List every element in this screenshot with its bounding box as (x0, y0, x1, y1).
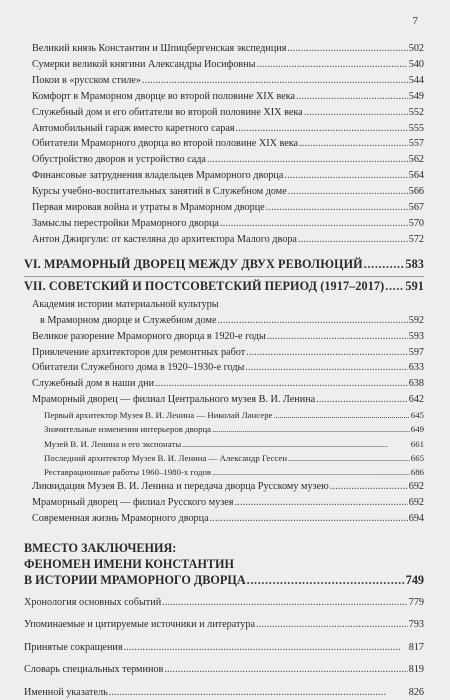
toc-entry[interactable] (24, 152, 424, 168)
entry-title-line1: Академия истории материальной культуры (32, 298, 219, 310)
leader-dots (234, 495, 407, 511)
entry-title: Комфорт в Мраморном дворце во второй половине XIX века (32, 90, 296, 102)
leader-dots (124, 640, 408, 656)
part-page: 591 (405, 278, 424, 293)
entry-page: 638 (408, 378, 424, 390)
entry-page: 686 (410, 466, 424, 477)
entry-page: 645 (410, 410, 424, 421)
entry-page: 661 (410, 438, 424, 449)
leader-dots (266, 200, 408, 216)
entry-page: 692 (408, 481, 424, 493)
closing-title-line1: ВМЕСТО ЗАКЛЮЧЕНИЯ: (24, 540, 177, 555)
entry-page: 633 (408, 362, 424, 374)
closing-title-line2: ФЕНОМЕН ИМЕНИ КОНСТАНТИН (24, 556, 235, 571)
leader-dots (299, 136, 408, 152)
toc-part[interactable] (24, 256, 424, 273)
entry-title: Мраморный дворец — филиал Центрального музея В. И. Ленина (32, 394, 316, 406)
leader-dots (210, 511, 408, 527)
entry-page: 793 (408, 619, 424, 631)
spacer (24, 610, 424, 617)
toc-entry[interactable] (24, 640, 424, 656)
entry-title: Реставрационные работы 1960–1980-х годов (44, 466, 212, 477)
toc-subsection (24, 408, 424, 479)
leader-dots (236, 121, 408, 137)
entry-page: 567 (408, 202, 424, 214)
toc-entry[interactable] (24, 495, 424, 511)
toc-part[interactable] (24, 278, 424, 295)
leader-dots (287, 41, 407, 57)
leader-dots (298, 232, 408, 248)
entry-title: Последний архитектор Музея В. И. Ленина — Александр Гессен (44, 452, 288, 463)
entry-title: Финансовые затруднения владельцев Мраморного дворца (32, 170, 284, 182)
back-matter (24, 595, 424, 700)
toc-entry[interactable] (24, 437, 424, 451)
leader-dots (212, 422, 410, 436)
leader-dots (267, 329, 408, 345)
entry-page: 597 (408, 346, 424, 358)
leader-dots (245, 360, 407, 376)
entry-title: Значительные изменения интерьеров дворца (44, 424, 212, 435)
leader-dots (246, 345, 408, 361)
leader-dots (109, 685, 408, 700)
leader-dots (155, 376, 408, 392)
entry-title: Курсы учебно-воспитательных занятий в Служебном доме (32, 186, 287, 198)
toc-entry[interactable] (24, 617, 424, 633)
entry-page: 549 (408, 90, 424, 102)
toc-entry[interactable] (24, 57, 424, 73)
entry-title: Сумерки великой княгини Александры Иосифовны (32, 58, 256, 70)
divider (24, 276, 424, 277)
entry-title: Принятые сокращения (24, 641, 123, 653)
closing-page: 749 (405, 572, 424, 587)
toc-entry[interactable] (24, 376, 424, 392)
entry-page: 562 (408, 154, 424, 166)
entry-page: 566 (408, 186, 424, 198)
toc-entry[interactable] (24, 595, 424, 611)
toc-entry[interactable] (24, 451, 424, 465)
toc-entry[interactable] (24, 392, 424, 408)
entry-page: 572 (408, 233, 424, 245)
entry-page: 593 (408, 330, 424, 342)
page-number: 7 (412, 15, 418, 27)
entry-page: 502 (408, 43, 424, 54)
leader-dots (256, 57, 407, 73)
spacer (24, 633, 424, 640)
leader-dots (330, 479, 408, 495)
leader-dots (316, 392, 408, 408)
leader-dots (288, 184, 408, 200)
toc-entry[interactable] (24, 511, 424, 527)
closing-title-line3: В ИСТОРИИ МРАМОРНОГО ДВОРЦА (24, 572, 246, 587)
entry-page: 817 (408, 641, 424, 653)
spacer (24, 655, 424, 662)
toc-entry[interactable] (24, 422, 424, 436)
leader-dots (207, 152, 408, 168)
toc-entry[interactable] (24, 465, 424, 479)
leader-dots (385, 278, 404, 295)
entry-title: Покои в «русском стиле» (32, 74, 141, 86)
entry-title: Замыслы перестройки Мраморного дворца (32, 217, 219, 229)
entry-page: 544 (408, 74, 424, 86)
entry-page: 642 (408, 394, 424, 406)
entry-page: 570 (408, 217, 424, 229)
entry-page: 694 (408, 512, 424, 524)
toc-entry[interactable] (24, 168, 424, 184)
toc-section-a (24, 41, 424, 248)
toc-entry[interactable] (24, 216, 424, 232)
entry-title: Обитатели Мраморного дворца во второй половине XIX века (32, 138, 299, 150)
entry-title: Первый архитектор Музея В. И. Ленина — Николай Лансере (44, 410, 273, 421)
entry-title: Служебный дом в наши дни (32, 378, 155, 390)
entry-page: 557 (408, 138, 424, 150)
entry-title: Хронология основных событий (24, 596, 162, 608)
toc-entry[interactable] (24, 232, 424, 248)
entry-title: Мраморный дворец — филиал Русского музея (32, 497, 234, 509)
entry-title: Современная жизнь Мраморного дворца (32, 512, 209, 524)
leader-dots (182, 437, 410, 451)
entry-page: 555 (408, 122, 424, 134)
entry-title: Ликвидация Музея В. И. Ленина и передача дворца Русскому музею (32, 481, 329, 493)
entry-page: 826 (408, 686, 424, 698)
entry-page: 665 (410, 452, 424, 463)
part-title: VII. СОВЕТСКИЙ И ПОСТСОВЕТСКИЙ ПЕРИОД (1917–2017) (24, 278, 385, 293)
leader-dots (364, 256, 405, 273)
leader-dots (256, 617, 408, 633)
toc-entry[interactable] (24, 200, 424, 216)
toc-entry[interactable] (24, 297, 424, 329)
entry-title: Словарь специальных терминов (24, 664, 164, 676)
leader-dots (142, 73, 408, 89)
leader-dots (284, 168, 407, 184)
entry-title: Великий князь Константин и Шпицбергенская экспедиция (32, 43, 287, 54)
entry-title: Музей В. И. Ленина и его экспонаты (44, 438, 182, 449)
toc-section-c (24, 479, 424, 527)
toc-entry[interactable] (24, 41, 424, 57)
leader-dots (288, 451, 410, 465)
entry-title: Антон Джиргули: от кастеляна до архитектора Малого двора (32, 233, 297, 245)
entry-title: Обустройство дворов и устройство сада (32, 154, 206, 166)
entry-title: Великое разорение Мраморного дворца в 1920-е годы (32, 330, 266, 342)
entry-title: Привлечение архитекторов для ремонтных работ (32, 346, 246, 358)
entry-page: 540 (408, 58, 424, 70)
entry-page: 592 (408, 314, 424, 326)
toc-entry[interactable] (24, 121, 424, 137)
leader-dots (220, 216, 408, 232)
entry-title: Именной указатель (24, 686, 108, 698)
toc-entry[interactable] (24, 360, 424, 376)
toc-entry[interactable] (24, 685, 424, 700)
entry-page: 692 (408, 497, 424, 509)
leader-dots (212, 465, 410, 479)
toc-entry[interactable] (24, 345, 424, 361)
toc-entry[interactable] (24, 184, 424, 200)
entry-title-line2: в Мраморном дворце и Служебном доме (40, 314, 217, 326)
toc-entry[interactable] (24, 89, 424, 105)
entry-title: Упоминаемые и цитируемые источники и литература (24, 619, 256, 631)
toc-entry[interactable] (24, 329, 424, 345)
entry-title: Автомобильный гараж вместо каретного сарая (32, 122, 235, 134)
entry-title: Обитатели Служебного дома в 1920–1930-е годы (32, 362, 245, 374)
closing-chapter[interactable] (24, 540, 424, 588)
entry-page: 779 (408, 596, 424, 608)
leader-dots (162, 595, 408, 611)
leader-dots (217, 313, 407, 329)
spacer (24, 678, 424, 685)
part-page: 583 (405, 256, 424, 271)
entry-title: Первая мировая война и утраты в Мраморном дворце (32, 202, 265, 214)
toc-entry[interactable] (24, 662, 424, 678)
toc-entry[interactable] (24, 479, 424, 495)
toc-entry[interactable] (24, 136, 424, 152)
leader-dots (274, 408, 410, 422)
entry-page: 564 (408, 170, 424, 182)
leader-dots (247, 572, 405, 588)
leader-dots (164, 662, 407, 678)
toc-section-b (24, 329, 424, 409)
entry-title: Служебный дом и его обитатели во второй половине XIX века (32, 106, 303, 118)
leader-dots (296, 89, 408, 105)
entry-page: 649 (410, 424, 424, 435)
toc-entry[interactable] (24, 73, 424, 89)
part-vi (24, 256, 424, 295)
toc-entry[interactable] (24, 408, 424, 422)
part-title: VI. МРАМОРНЫЙ ДВОРЕЦ МЕЖДУ ДВУХ РЕВОЛЮЦИЙ (24, 256, 363, 271)
toc-entry[interactable] (24, 105, 424, 121)
entry-page: 552 (408, 106, 424, 118)
leader-dots (304, 105, 408, 121)
entry-page: 819 (408, 664, 424, 676)
table-of-contents (24, 41, 424, 700)
